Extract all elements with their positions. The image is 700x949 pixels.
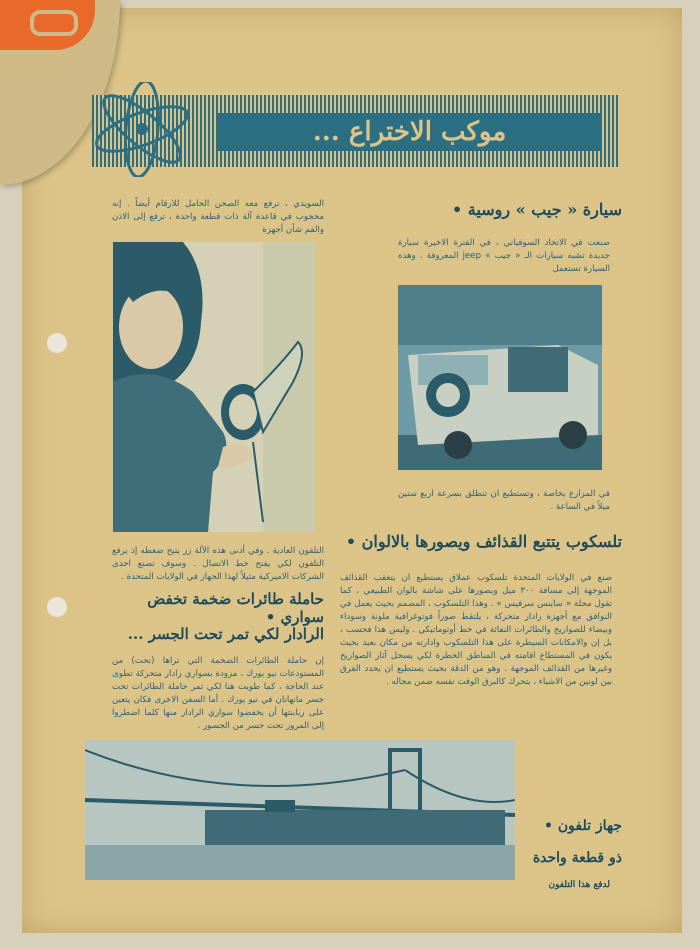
telescope-heading-text: تلسكوب يتتبع القذائف ويصورها بالالوان xyxy=(361,532,622,551)
phone-caption: لدفع هذا التلفون xyxy=(548,880,610,890)
telescope-body: صنع في الولايات المتحدة تلسكوب عملاق يستطيع ان يتعقب القذائف الموجهة إلى مسافة ٣٠٠ ميل ويصورها على شاشة بالوان الطبيعي ، كما تقول مجلة « ساينس سرفيس » . وهذا التلسكوب ، المصمم بحيث يعمل في التوافق مع أجهزة رادار متحركة ، يلتقط صوراً فوتوغرافية ملونة وسوداء وبيضاء للصواريخ والطائرات النفاثة في خط أوتوماتيكي . وليس هذا فحسب ، بل إن والامكانات السيطرة على هذا التلسكوب وادارته من مكان بعيد بحيث يكون في المستطاع اقامته في المناطق الخطرة لكي يسجل آثار الصواريخ وغيرها من القذائف الموجهة . وهو من الدقة بحيث يستطيع ان يحدد الفرق بين لونين من الاشياء ، يتحرك كالبرق الوقت نفسه ضمن مجاله . xyxy=(340,573,612,687)
phone-heading-text: جهاز تلفون xyxy=(557,818,622,834)
binder-hole xyxy=(47,597,67,617)
carrier-heading-2: الرادار لكي تمر تحت الجسر ... xyxy=(127,625,324,643)
jeep-photo xyxy=(398,285,602,470)
binder-hole xyxy=(47,333,67,353)
banner-title: موكب الاختراع ... xyxy=(217,113,602,151)
phone-intro-text: السويدي ، ترفع معه الصحن الحامل للارقام أيضاً . إنه محجوب في قاعدة آلة ذات قطعة واحدة ، ترفع إلى الاذن والفم شأن أجهزة xyxy=(112,199,324,235)
carrier-body: إن حاملة الطائرات الضخمة التي تراها (تحت) من المستودعات نيو يورك ، مزودة بسواري رادار متحركة تطوى عند الحاجة ، كما طويت هنا لكي تمر حاملة الطائرات تحت جسر مانهاتان في نيو يورك . أما السفن الاخرى فكان يتعين على ربابنتها أن يخفضوا سواري الرادار منها كلما اضطروا إلى المرور تحت جسر من الجسور . xyxy=(112,656,324,731)
magazine-logo xyxy=(0,0,95,50)
phone-heading: جهاز تلفون • xyxy=(544,818,622,834)
jeep-heading: سيارة « جيب » روسية • xyxy=(452,200,622,219)
woman-phone-photo xyxy=(113,242,315,532)
carrier-heading: حاملة طائرات ضخمة تخفض سواري • xyxy=(147,590,324,626)
jeep-heading-text: سيارة « جيب » روسية xyxy=(467,200,622,219)
telescope-heading: تلسكوب يتتبع القذائف ويصورها بالالوان • xyxy=(345,532,622,551)
jeep-body: صنعت في الاتحاد السوفياتي ، في الفترة الاخيرة سيارة جديدة تشبه سيارات الـ « جيب » jeep المعروفة . وهذه السيارة تستعمل xyxy=(398,238,610,274)
jeep-body-cont: في المزارع بخاصة ، وتستطيع ان تنطلق بسرعة اربع ستين ميلاً في الساعة . xyxy=(398,489,610,512)
atom-icon xyxy=(90,82,195,177)
phone-heading-2: ذو قطعة واحدة xyxy=(532,850,622,866)
bridge-carrier-photo xyxy=(85,740,515,880)
carrier-heading-text: حاملة طائرات ضخمة تخفض سواري xyxy=(147,590,324,626)
phone-body: التلفون العادية . وفي أدنى هذه الآلة زر يتيح ضغطه إذ يرفع التلفون لكي يفتح خط الاتصال . وسوف تصنع احدى الشركات الاميركية مثيلاً لهذا الجهاز في الولايات المتحدة . xyxy=(112,546,324,582)
